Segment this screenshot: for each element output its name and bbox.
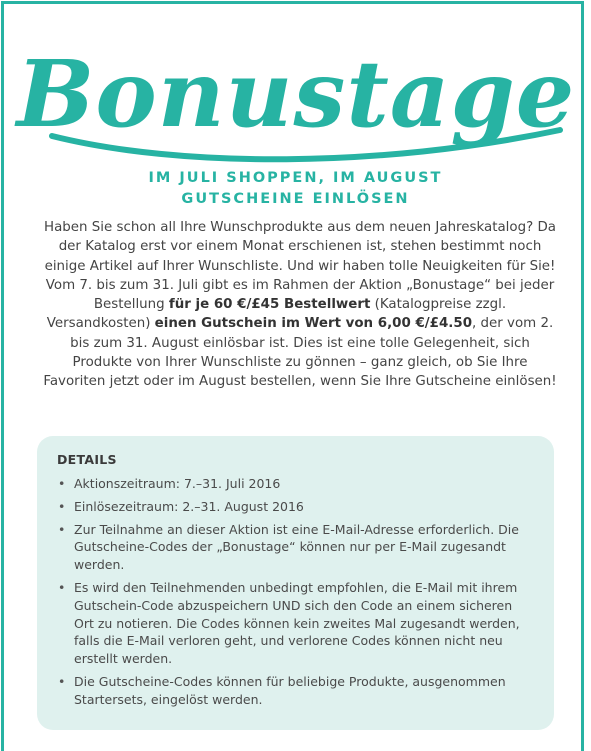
subtitle [0, 168, 591, 210]
subtitle-line-2: GUTSCHEINE EINLÖSEN [181, 191, 410, 207]
subtitle-line-1: IM JULI SHOPPEN, IM AUGUST [148, 170, 443, 186]
details-item: • Zur Teilnahme an dieser Aktion ist eine E-Mail-Adresse erforderlich. Die Gutscheine-Codes der „Bonustage“ können nur per E-Mail zugesandt werden. [57, 521, 534, 574]
details-item: • Aktionszeitraum: 7.–31. Juli 2016 [57, 475, 534, 493]
details-item: • Die Gutscheine-Codes können für beliebige Produkte, ausgenommen Startersets, eingelöst werden. [57, 673, 534, 709]
intro-bold-1: für je 60 €/£45 Bestellwert [168, 297, 371, 313]
details-list [57, 475, 534, 709]
details-panel [37, 436, 554, 730]
details-item: • Einlösezeitraum: 2.–31. August 2016 [57, 498, 534, 516]
bonustage-logo [0, 18, 591, 168]
details-item: • Es wird den Teilnehmenden unbedingt empfohlen, die E-Mail mit ihrem Gutschein-Code abzuspeichern UND sich den Code an einem sicheren Ort zu notieren. Die Codes können kein zweites Mal zugesandt werden, falls die E-Mail verloren geht, und verlorene Codes können nicht neu erstellt werden. [57, 579, 534, 668]
intro-text-3: , der vom 2. bis zum 31. August einlösbar ist. Dies ist eine tolle Gelegenheit, sich Produkte von Ihrer Wunschliste zu gönnen – ganz gleich, ob Sie Ihre Favoriten jetzt oder im August bestellen, wenn Sie Ihre Gutscheine einlösen! [43, 316, 557, 390]
intro-text-1: Haben Sie schon all Ihre Wunschprodukte aus dem neuen Jahreskatalog? Da der Katalog erst vor einem Monat erschienen ist, stehen bestimmt noch einige Artikel auf Ihrer Wunschliste. Und wir haben tolle Neuigkeiten für Sie! Vom 7. bis zum 31. Juli gibt es im Rahmen der Aktion „Bonustage“ bei jeder Bestellung [44, 220, 556, 313]
logo-title: Bonustage [16, 40, 576, 148]
intro-paragraph [40, 218, 560, 392]
intro-bold-2: einen Gutschein im Wert von 6,00 €/£4.50 [154, 316, 473, 332]
intro-text-2: (Katalogpreise zzgl. Versandkosten) [46, 297, 507, 332]
details-heading: DETAILS [57, 452, 117, 467]
